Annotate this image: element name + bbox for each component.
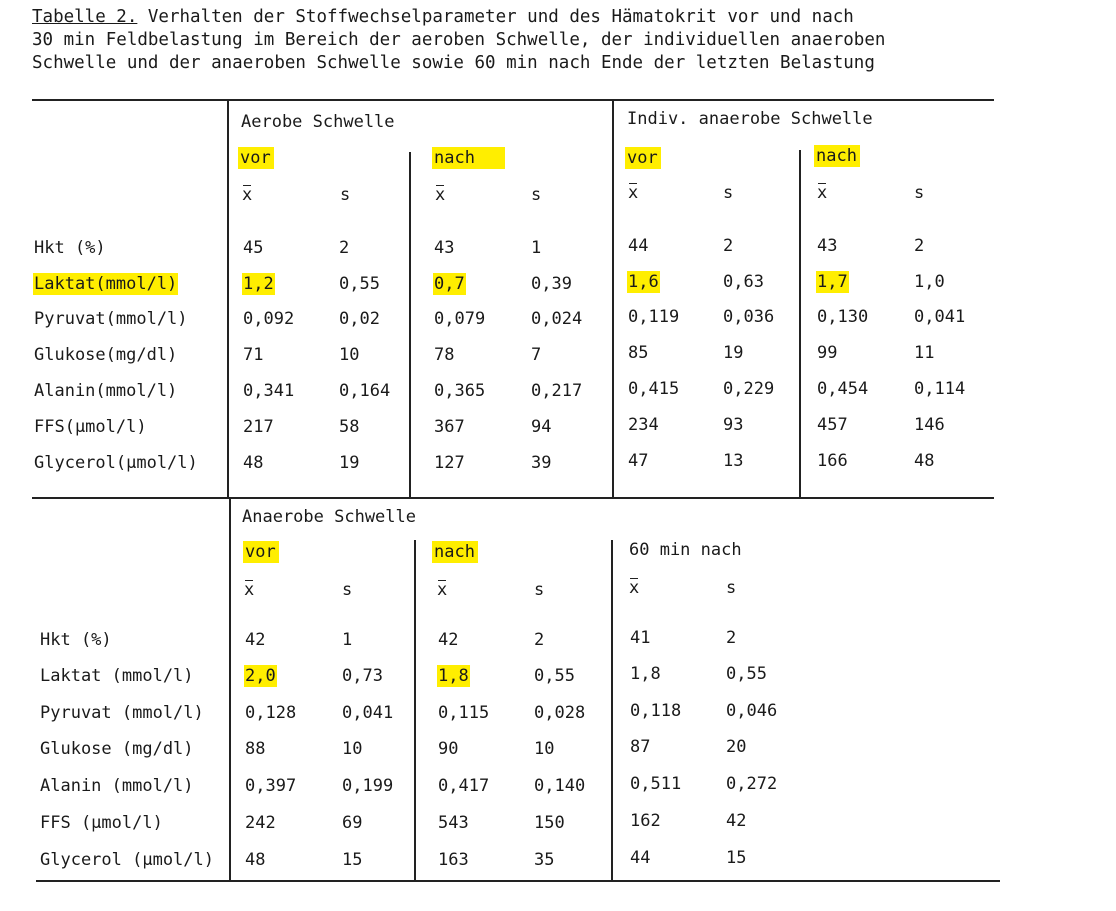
table-cell: 90 [438, 739, 459, 759]
table-cell: 0,036 [723, 307, 775, 327]
table-top-rule [32, 99, 994, 101]
table-cell: 0,63 [723, 272, 764, 292]
table-cell: 48 [914, 451, 935, 471]
caption-label: Tabelle 2. [32, 7, 138, 27]
subheader-vor: vor [238, 147, 274, 169]
table-cell: 543 [438, 813, 469, 833]
table-cell: 1,7 [817, 272, 848, 292]
table-cell: 1 [342, 630, 353, 650]
row-label: FFS(µmol/l) [34, 417, 147, 437]
table-cell: 0,341 [243, 381, 295, 401]
table-cell: 163 [438, 850, 469, 870]
table-cell: 162 [630, 811, 661, 831]
stat-sd-header: s [342, 580, 353, 600]
table-cell: 0,024 [531, 309, 583, 329]
table-cell: 58 [339, 417, 360, 437]
table-cell: 217 [243, 417, 274, 437]
table-cell: 47 [628, 451, 649, 471]
group-header: Anaerobe Schwelle [242, 507, 416, 527]
table-cell: 234 [628, 415, 659, 435]
table-cell: 2 [723, 236, 734, 256]
subheader-nach: nach [432, 541, 478, 563]
group-divider [611, 540, 613, 880]
vor-nach-divider [799, 150, 801, 497]
table-cell: 93 [723, 415, 744, 435]
table-cell: 0,55 [339, 274, 380, 294]
row-label: Alanin(mmol/l) [34, 381, 178, 401]
table-cell: 0,229 [723, 379, 775, 399]
table-cell: 99 [817, 343, 838, 363]
table-cell: 78 [434, 345, 455, 365]
table-cell: 43 [434, 238, 455, 258]
table-cell: 0,217 [531, 381, 583, 401]
table-cell: 0,415 [628, 379, 680, 399]
table-cell: 0,092 [243, 309, 295, 329]
subheader-nach: nach [814, 145, 860, 167]
group-divider [612, 100, 614, 497]
table-cell: 367 [434, 417, 465, 437]
table-cell: 87 [630, 737, 651, 757]
table-caption [32, 6, 885, 75]
table-cell: 0,041 [914, 307, 966, 327]
table-cell: 15 [342, 850, 363, 870]
table-cell: 44 [630, 848, 651, 868]
table-cell: 42 [438, 630, 459, 650]
table-cell: 0,272 [726, 774, 778, 794]
vor-nach-divider [409, 152, 411, 497]
table-cell: 13 [723, 451, 744, 471]
table-cell: 0,028 [534, 703, 586, 723]
table-cell: 0,128 [245, 703, 297, 723]
table-cell: 2 [726, 628, 737, 648]
stat-sd-header: s [531, 185, 542, 205]
table-cell: 0,417 [438, 776, 490, 796]
table-cell: 85 [628, 343, 649, 363]
table-cell: 11 [914, 343, 935, 363]
row-label: Glycerol(µmol/l) [34, 453, 198, 473]
table-cell: 0,079 [434, 309, 486, 329]
stat-sd-header: s [723, 183, 734, 203]
table-cell: 39 [531, 453, 552, 473]
row-label: Laktat(mmol/l) [34, 274, 178, 294]
table-cell: 1 [531, 238, 542, 258]
table-cell: 2 [534, 630, 545, 650]
row-label: Laktat (mmol/l) [40, 666, 194, 686]
table-cell: 10 [339, 345, 360, 365]
table-cell: 0,118 [630, 701, 682, 721]
stat-sd-header: s [726, 578, 737, 598]
table-cell: 1,6 [628, 272, 659, 292]
table-cell: 10 [534, 739, 555, 759]
table-cell: 71 [243, 345, 264, 365]
table-cell: 19 [339, 453, 360, 473]
row-label: Pyruvat (mmol/l) [40, 703, 204, 723]
group-header: Indiv. anaerobe Schwelle [627, 109, 873, 129]
table-cell: 1,2 [243, 274, 274, 294]
row-label: Glycerol (µmol/l) [40, 850, 214, 870]
table-cell: 94 [531, 417, 552, 437]
table-cell: 0,046 [726, 701, 778, 721]
table-cell: 0,7 [434, 274, 465, 294]
row-label: Alanin (mmol/l) [40, 776, 194, 796]
table-cell: 0,511 [630, 774, 682, 794]
table-cell: 2 [339, 238, 350, 258]
table-cell: 1,0 [914, 272, 945, 292]
stat-sd-header: s [340, 185, 351, 205]
table-cell: 35 [534, 850, 555, 870]
table-cell: 48 [243, 453, 264, 473]
table-cell: 20 [726, 737, 747, 757]
table-cell: 45 [243, 238, 264, 258]
table-cell: 0,114 [914, 379, 966, 399]
group-header: 60 min nach [629, 540, 742, 560]
table-cell: 0,39 [531, 274, 572, 294]
table-cell: 44 [628, 236, 649, 256]
table-cell: 42 [245, 630, 266, 650]
vor-nach-divider [414, 540, 416, 880]
table-cell: 0,199 [342, 776, 394, 796]
subheader-vor: vor [625, 147, 661, 169]
table-cell: 19 [723, 343, 744, 363]
table-cell: 0,115 [438, 703, 490, 723]
table-cell: 457 [817, 415, 848, 435]
row-label: FFS (µmol/l) [40, 813, 163, 833]
block-separator-rule [32, 497, 994, 499]
stat-mean-header: x [437, 580, 448, 600]
table-cell: 2,0 [245, 666, 276, 686]
label-column-divider [229, 498, 231, 880]
table-cell: 0,119 [628, 307, 680, 327]
label-column-divider [227, 100, 229, 497]
table-cell: 0,55 [534, 666, 575, 686]
stat-mean-header: x [817, 183, 828, 203]
row-label: Pyruvat(mmol/l) [34, 309, 188, 329]
table-cell: 69 [342, 813, 363, 833]
table-cell: 0,130 [817, 307, 869, 327]
group-header: Aerobe Schwelle [241, 112, 395, 132]
table-cell: 1,8 [630, 664, 661, 684]
subheader-vor: vor [243, 541, 279, 563]
table-cell: 127 [434, 453, 465, 473]
table-cell: 1,8 [438, 666, 469, 686]
stat-sd-header: s [534, 580, 545, 600]
table-cell: 0,454 [817, 379, 869, 399]
table-cell: 41 [630, 628, 651, 648]
stat-mean-header: x [628, 183, 639, 203]
table-cell: 10 [342, 739, 363, 759]
row-label: Glukose(mg/dl) [34, 345, 178, 365]
table-cell: 43 [817, 236, 838, 256]
caption-line-2: 30 min Feldbelastung im Bereich der aeroben Schwelle, der individuellen anaeroben [32, 30, 886, 50]
stat-mean-header: x [244, 580, 255, 600]
table-cell: 150 [534, 813, 565, 833]
stat-mean-header: x [629, 578, 640, 598]
table-bottom-rule [36, 880, 1000, 882]
table-cell: 146 [914, 415, 945, 435]
caption-line-1: Verhalten der Stoffwechselparameter und des Hämatokrit vor und nach [137, 7, 854, 27]
table-cell: 0,55 [726, 664, 767, 684]
table-cell: 88 [245, 739, 266, 759]
table-cell: 48 [245, 850, 266, 870]
table-cell: 0,140 [534, 776, 586, 796]
row-label: Hkt (%) [40, 630, 112, 650]
table-cell: 7 [531, 345, 542, 365]
table-cell: 242 [245, 813, 276, 833]
table-cell: 166 [817, 451, 848, 471]
row-label: Glukose (mg/dl) [40, 739, 194, 759]
subheader-nach: nach [432, 147, 505, 169]
table-cell: 0,041 [342, 703, 394, 723]
caption-line-3: Schwelle und der anaeroben Schwelle sowie 60 min nach Ende der letzten Belastung [32, 53, 875, 73]
stat-mean-header: x [435, 185, 446, 205]
table-cell: 0,164 [339, 381, 391, 401]
stat-sd-header: s [914, 183, 925, 203]
table-cell: 15 [726, 848, 747, 868]
table-cell: 0,02 [339, 309, 380, 329]
table-cell: 2 [914, 236, 925, 256]
row-label: Hkt (%) [34, 238, 106, 258]
table-cell: 0,73 [342, 666, 383, 686]
table-cell: 0,365 [434, 381, 486, 401]
table-cell: 0,397 [245, 776, 297, 796]
stat-mean-header: x [242, 185, 253, 205]
table-cell: 42 [726, 811, 747, 831]
